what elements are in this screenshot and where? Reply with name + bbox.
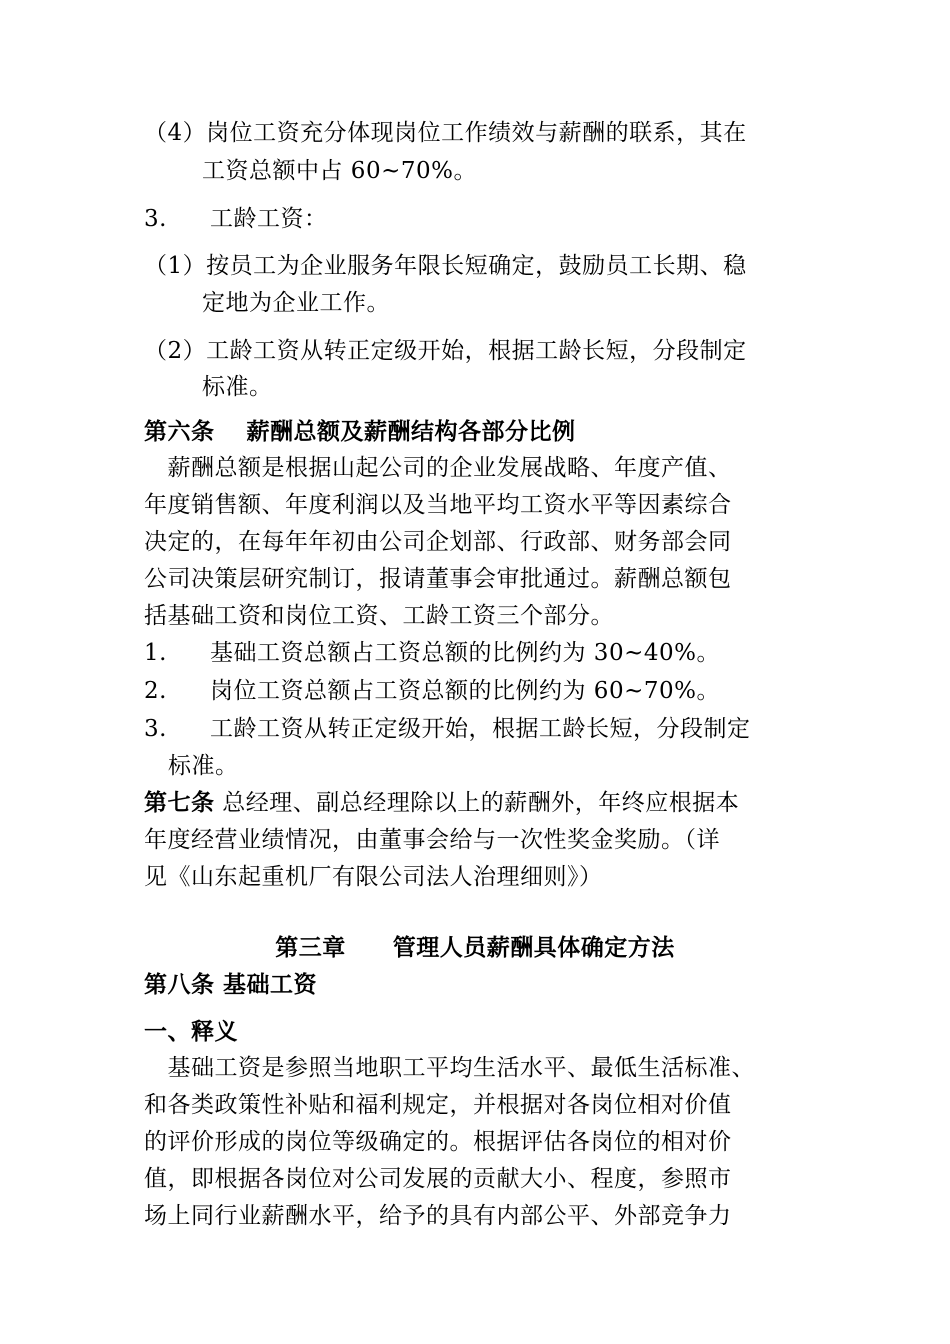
list-marker: （1） — [144, 253, 207, 279]
article-6-heading: 第六条 薪酬总额及薪酬结构各部分比例 — [144, 419, 576, 445]
article-6-paragraph-line: 薪酬总额是根据山起公司的企业发展战略、年度产值、 — [144, 455, 732, 481]
item-number: 2. — [144, 678, 167, 704]
article-6-item-3 — [144, 712, 751, 746]
article-6-paragraph-line: 年度销售额、年度利润以及当地平均工资水平等因素综合 — [144, 492, 732, 518]
list-text: 工龄工资从转正定级开始，根据工龄长短，分段制定 — [206, 338, 747, 364]
item-number: 3. — [144, 206, 167, 232]
list-item-4-line-2: 工资总额中占 60~70%。 — [202, 158, 477, 184]
article-7-line-1 — [144, 786, 739, 820]
list-item-2-line-2: 标准。 — [202, 374, 273, 400]
article-8-paragraph-line: 基础工资是参照当地职工平均生活水平、最低生活标准、 — [144, 1055, 755, 1081]
article-8-paragraph-line: 值，即根据各岗位对公司发展的贡献大小、程度，参照市 — [144, 1166, 732, 1192]
article-8-paragraph-line: 的评价形成的岗位等级确定的。根据评估各岗位的相对价 — [144, 1129, 732, 1155]
article-7-label: 第七条 — [144, 790, 215, 816]
list-item-1-line-2: 定地为企业工作。 — [202, 290, 390, 316]
article-6-item-3-continuation: 标准。 — [168, 753, 239, 779]
list-item-4-line-1 — [144, 116, 747, 150]
list-text: 岗位工资充分体现岗位工作绩效与薪酬的联系，其在 — [206, 120, 747, 146]
item-number: 1. — [144, 640, 167, 666]
article-8-sub-heading: 一、释义 — [144, 1019, 238, 1045]
item-text: 工龄工资： — [210, 206, 328, 232]
list-item-1-line-1 — [144, 249, 747, 283]
article-7-line-3: 见《山东起重机厂有限公司法人治理细则》） — [144, 864, 603, 890]
list-item-2-line-1 — [144, 334, 747, 368]
list-marker: （2） — [144, 338, 207, 364]
article-6-paragraph-line: 决定的，在每年年初由公司企划部、行政部、财务部会同 — [144, 529, 732, 555]
chapter-3-title: 第三章 管理人员薪酬具体确定方法 — [275, 935, 675, 961]
article-7-line-2: 年度经营业绩情况，由董事会给与一次性奖金奖励。（详 — [144, 827, 720, 853]
article-6-item-1 — [144, 636, 720, 670]
item-3-heading — [144, 202, 328, 236]
article-8-paragraph-line: 场上同行业薪酬水平，给予的具有内部公平、外部竞争力 — [144, 1203, 732, 1229]
article-8-heading: 第八条 基础工资 — [144, 972, 318, 998]
item-text: 基础工资总额占工资总额的比例约为 30~40%。 — [210, 640, 720, 666]
article-8-paragraph-line: 和各类政策性补贴和福利规定，并根据对各岗位相对价值 — [144, 1092, 732, 1118]
article-6-paragraph-line: 括基础工资和岗位工资、工龄工资三个部分。 — [144, 603, 614, 629]
list-marker: （4） — [144, 120, 207, 146]
item-number: 3. — [144, 716, 167, 742]
item-text: 岗位工资总额占工资总额的比例约为 60~70%。 — [210, 678, 720, 704]
list-text: 按员工为企业服务年限长短确定，鼓励员工长期、稳 — [206, 253, 747, 279]
article-7-text: 总经理、副总经理除以上的薪酬外，年终应根据本 — [214, 790, 740, 816]
article-6-paragraph-line: 公司决策层研究制订，报请董事会审批通过。薪酬总额包 — [144, 566, 732, 592]
article-6-item-2 — [144, 674, 720, 708]
item-text: 工龄工资从转正定级开始，根据工龄长短，分段制定 — [210, 716, 751, 742]
